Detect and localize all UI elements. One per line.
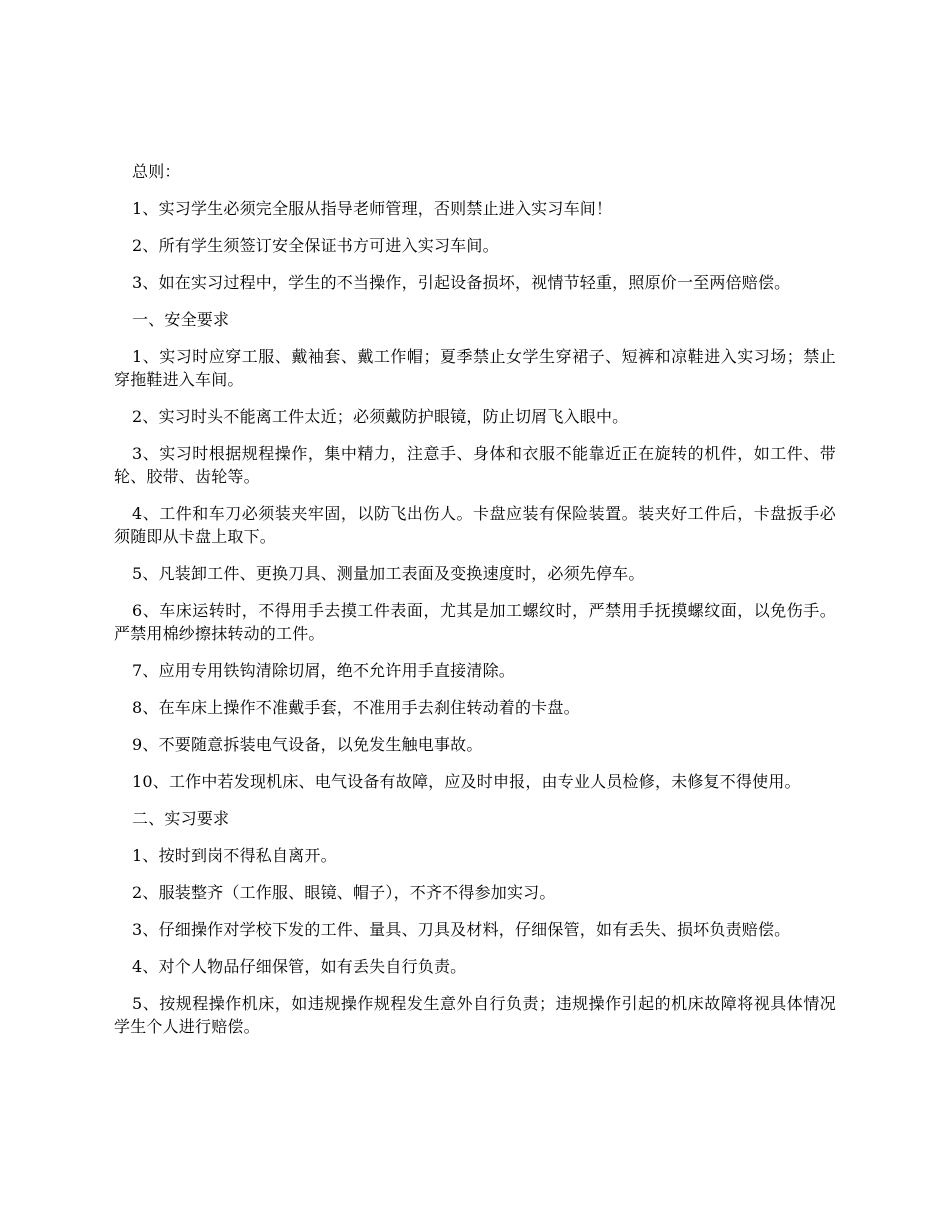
paragraph-practice-3: 3、仔细操作对学校下发的工件、量具、刀具及材料，仔细保管，如有丢失、损坏负责赔偿。	[132, 920, 791, 939]
paragraph-general-1: 1、实习学生必须完全服从指导老师管理，否则禁止进入实习车间！	[132, 199, 613, 218]
paragraph-practice-5: 5、按规程操作机床，如违规操作规程发生意外自行负责；违规操作引起的机床故障将视具体情况学生个人进行赔偿。	[114, 994, 836, 1036]
paragraph-safety-3: 3、实习时根据规程操作，集中精力，注意手、身体和衣服不能靠近正在旋转的机件，如工件、带轮、胶带、齿轮等。	[114, 444, 836, 486]
paragraph-safety-1: 1、实习时应穿工服、戴袖套、戴工作帽；夏季禁止女学生穿裙子、短裤和凉鞋进入实习场；禁止穿拖鞋进入车间。	[114, 347, 836, 389]
paragraph-safety-9: 9、不要随意拆装电气设备，以免发生触电事故。	[132, 735, 483, 754]
paragraph-general-2: 2、所有学生须签订安全保证书方可进入实习车间。	[132, 236, 499, 255]
document-body	[114, 160, 836, 1052]
paragraph-practice-4: 4、对个人物品仔细保管，如有丢失自行负责。	[132, 957, 467, 976]
section-heading-general: 总则：	[132, 162, 181, 181]
paragraph-practice-1: 1、按时到岗不得私自离开。	[132, 846, 337, 865]
paragraph-safety-8: 8、在车床上操作不准戴手套，不准用手去刹住转动着的卡盘。	[132, 698, 580, 717]
paragraph-practice-2: 2、服装整齐（工作服、眼镜、帽子），不齐不得参加实习。	[132, 883, 556, 902]
paragraph-safety-5: 5、凡装卸工件、更换刀具、测量加工表面及变换速度时，必须先停车。	[132, 564, 645, 583]
paragraph-safety-2: 2、实习时头不能离工件太近；必须戴防护眼镜，防止切屑飞入眼中。	[132, 407, 629, 426]
paragraph-safety-4: 4、工件和车刀必须装夹牢固，以防飞出伤人。卡盘应装有保险装置。装夹好工件后，卡盘扳手必须随即从卡盘上取下。	[114, 504, 836, 546]
paragraph-general-3: 3、如在实习过程中，学生的不当操作，引起设备损坏，视情节轻重，照原价一至两倍赔偿。	[132, 273, 791, 292]
paragraph-safety-10: 10、工作中若发现机床、电气设备有故障，应及时申报，由专业人员检修，未修复不得使用。	[132, 772, 801, 791]
paragraph-safety-6: 6、车床运转时，不得用手去摸工件表面，尤其是加工螺纹时，严禁用手抚摸螺纹面，以免伤手。严禁用棉纱擦抹转动的工件。	[114, 601, 836, 643]
section-heading-practice: 二、实习要求	[132, 809, 230, 828]
section-heading-safety: 一、安全要求	[132, 310, 230, 329]
paragraph-safety-7: 7、应用专用铁钩清除切屑，绝不允许用手直接清除。	[132, 661, 515, 680]
